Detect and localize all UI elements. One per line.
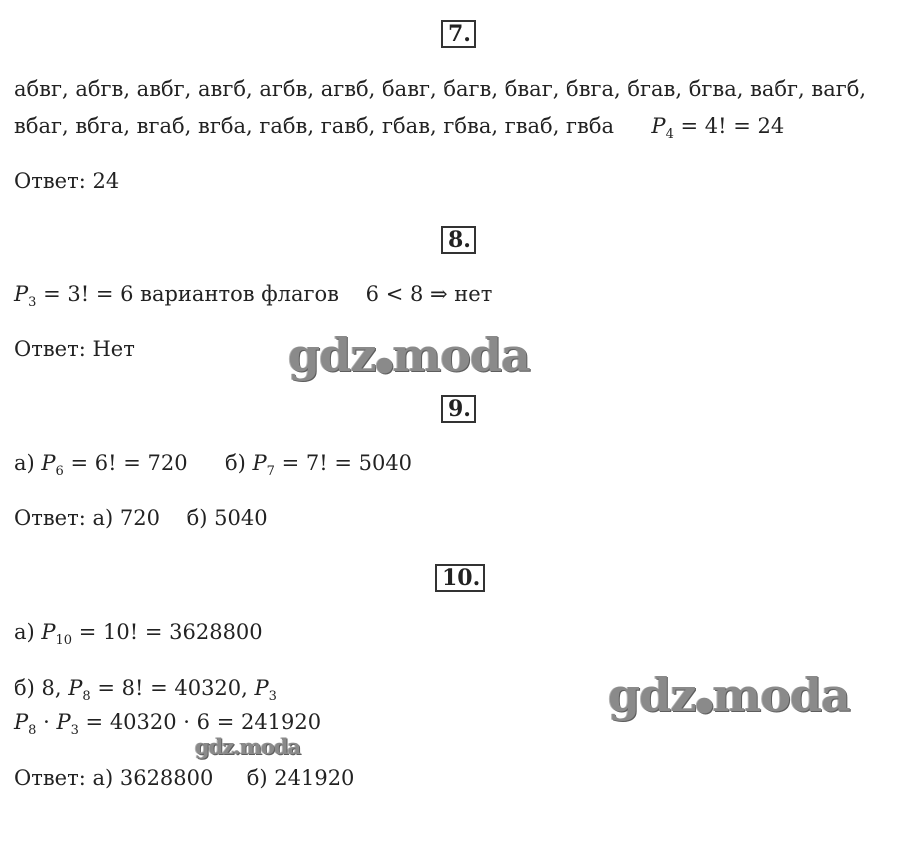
- problem-7-permutations-line-1: абвг, абгв, авбг, авгб, агбв, агвб, бавг, багв, бваг, бвга, бгав, бгва, вабг, вагб,: [14, 77, 867, 101]
- problem-10-b-p2: P: [254, 676, 269, 700]
- problem-7-permutations-text: вбаг, вбга, вгаб, вгба, габв, гавб, гбав, гбва, гваб, гвба: [14, 114, 615, 138]
- problem-7-number: 7.: [441, 20, 476, 48]
- watermark-center-left: gdz: [288, 328, 376, 382]
- problem-9-answer: Ответ: а) 720 б) 5040: [14, 506, 268, 530]
- watermark-right-left: gdz: [608, 668, 696, 722]
- problem-10-b-formula: [14, 675, 277, 704]
- problem-9-formula: [14, 450, 413, 479]
- watermark-right-right: moda: [712, 668, 850, 722]
- problem-10-a-sub: 10: [55, 633, 73, 648]
- watermark-logo-center: [288, 328, 530, 382]
- problem-10-b-p: P: [68, 676, 83, 700]
- problem-10-b-sub: 8: [82, 689, 91, 704]
- problem-10-b-prefix: б) 8,: [14, 676, 69, 700]
- problem-10-c-mid: ·: [36, 710, 57, 734]
- problem-10-c-p2: P: [56, 710, 71, 734]
- problem-9-a-sub: 6: [55, 464, 64, 479]
- problem-9-a-rest: = 6! = 720: [63, 451, 188, 475]
- problem-10-a-prefix: а): [14, 620, 42, 644]
- watermark-right-dot: ●: [695, 692, 713, 716]
- problem-9-a-prefix: а): [14, 451, 42, 475]
- problem-8-number: 8.: [441, 226, 476, 254]
- problem-7-formula-rest: = 4! = 24: [673, 114, 785, 138]
- problem-10-answer: Ответ: а) 3628800 б) 241920: [14, 766, 355, 790]
- problem-8-formula: [14, 281, 493, 310]
- problem-10-c-sub1: 8: [28, 723, 37, 738]
- problem-9-a-p: P: [41, 451, 56, 475]
- problem-7-answer: Ответ: 24: [14, 169, 120, 193]
- problem-8-formula-sub: 3: [28, 295, 37, 310]
- problem-10-a-formula: [14, 619, 263, 648]
- problem-9-number: 9.: [441, 395, 476, 423]
- problem-10-number: 10.: [435, 564, 485, 592]
- problem-10-b-mid: = 8! = 40320,: [90, 676, 255, 700]
- problem-8-answer: Ответ: Нет: [14, 337, 135, 361]
- watermark-center-right: moda: [392, 328, 530, 382]
- problem-10-c-formula: [14, 709, 322, 738]
- problem-9-b-sub: 7: [266, 464, 275, 479]
- problem-9-b-rest: = 7! = 5040: [274, 451, 413, 475]
- problem-10-b-sub2: 3: [268, 689, 277, 704]
- problem-10-c-rest: = 40320 · 6 = 241920: [78, 710, 322, 734]
- watermark-logo-right: [608, 668, 850, 722]
- problem-8-formula-p: P: [14, 282, 29, 306]
- problem-10-a-p: P: [41, 620, 56, 644]
- watermark-logo-small: gdz.moda: [195, 734, 301, 759]
- problem-7-permutations-line-2: [14, 113, 785, 142]
- problem-10-a-rest: = 10! = 3628800: [72, 620, 263, 644]
- problem-10-c-sub2: 3: [70, 723, 79, 738]
- problem-7-formula-sub: 4: [665, 127, 674, 142]
- problem-9-b-p: P: [252, 451, 267, 475]
- problem-9-b-prefix: б): [224, 451, 253, 475]
- watermark-center-dot: ●: [375, 352, 393, 376]
- problem-10-c-p1: P: [14, 710, 29, 734]
- problem-7-formula-p: P: [651, 114, 666, 138]
- problem-8-formula-rest: = 3! = 6 вариантов флагов 6 < 8 ⇒ нет: [36, 282, 493, 306]
